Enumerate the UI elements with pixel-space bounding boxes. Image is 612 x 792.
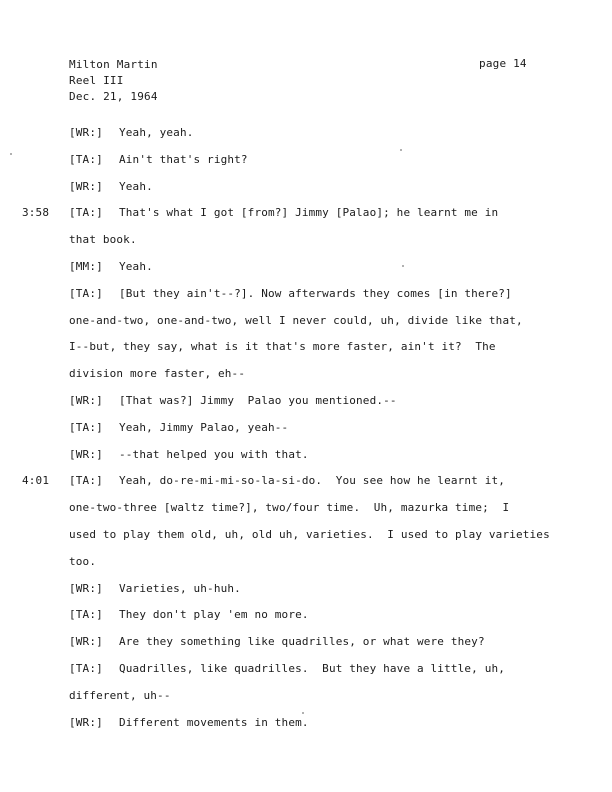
document-header bbox=[69, 57, 158, 105]
transcript-line bbox=[0, 602, 612, 629]
continuation-text: I--but, they say, what is it that's more faster, ain't it? The bbox=[69, 340, 496, 354]
timestamp: 3:58 bbox=[22, 206, 50, 220]
transcript-line bbox=[0, 254, 612, 281]
utterance-text: [But they ain't--?]. Now afterwards they comes [in there?] bbox=[119, 286, 512, 300]
interviewee-name: Milton Martin bbox=[69, 58, 158, 71]
speaker-tag: [TA:] bbox=[69, 206, 103, 220]
scan-speck bbox=[400, 149, 402, 151]
speaker-tag: [WR:] bbox=[69, 179, 103, 193]
utterance-text: Yeah. bbox=[119, 179, 153, 193]
transcript-line bbox=[0, 174, 612, 201]
speaker-tag: [TA:] bbox=[69, 420, 103, 434]
speaker-tag: [TA:] bbox=[69, 661, 103, 675]
transcript-line bbox=[0, 308, 612, 335]
scan-speck bbox=[302, 712, 304, 714]
utterance-text: [That was?] Jimmy Palao you mentioned.-- bbox=[119, 393, 397, 407]
speaker-tag: [WR:] bbox=[69, 126, 103, 139]
transcript-body bbox=[0, 120, 612, 736]
utterance-text: Ain't that's right? bbox=[119, 152, 248, 166]
continuation-text: division more faster, eh-- bbox=[69, 367, 246, 381]
continuation-text: that book. bbox=[69, 233, 137, 247]
speaker-tag: [WR:] bbox=[69, 715, 103, 729]
utterance-text: Yeah, yeah. bbox=[119, 126, 194, 139]
utterance-text: Quadrilles, like quadrilles. But they have a little, uh, bbox=[119, 661, 506, 675]
transcript-line bbox=[0, 710, 612, 737]
continuation-text: different, uh-- bbox=[69, 688, 171, 702]
utterance-text: That's what I got [from?] Jimmy [Palao]; he learnt me in bbox=[119, 206, 499, 220]
utterance-text: Yeah, do-re-mi-mi-so-la-si-do. You see how he learnt it, bbox=[119, 474, 506, 488]
utterance-text: Yeah. bbox=[119, 259, 153, 273]
transcript-line bbox=[0, 227, 612, 254]
transcript-line bbox=[0, 281, 612, 308]
transcript-line bbox=[0, 629, 612, 656]
transcript-line bbox=[0, 549, 612, 576]
transcript-line bbox=[0, 200, 612, 227]
transcript-line bbox=[0, 495, 612, 522]
transcript-line bbox=[0, 442, 612, 469]
transcript-line bbox=[0, 468, 612, 495]
transcript-line bbox=[0, 361, 612, 388]
scan-speck bbox=[10, 153, 12, 155]
transcript-line bbox=[0, 683, 612, 710]
continuation-text: too. bbox=[69, 554, 97, 568]
speaker-tag: [TA:] bbox=[69, 286, 103, 300]
utterance-text: Different movements in them. bbox=[119, 715, 309, 729]
continuation-text: used to play them old, uh, old uh, varieties. I used to play varieties bbox=[69, 527, 550, 541]
reel-label: Reel III bbox=[69, 74, 124, 87]
speaker-tag: [TA:] bbox=[69, 474, 103, 488]
utterance-text: Are they something like quadrilles, or what were they? bbox=[119, 635, 485, 649]
timestamp: 4:01 bbox=[22, 474, 50, 488]
utterance-text: --that helped you with that. bbox=[119, 447, 309, 461]
transcript-line bbox=[0, 334, 612, 361]
transcript-line bbox=[0, 147, 612, 174]
transcript-line bbox=[0, 120, 612, 147]
continuation-text: one-and-two, one-and-two, well I never could, uh, divide like that, bbox=[69, 313, 523, 327]
transcript-line bbox=[0, 576, 612, 603]
speaker-tag: [TA:] bbox=[69, 152, 103, 166]
scan-speck bbox=[402, 265, 404, 267]
speaker-tag: [WR:] bbox=[69, 635, 103, 649]
speaker-tag: [WR:] bbox=[69, 447, 103, 461]
transcript-line bbox=[0, 522, 612, 549]
utterance-text: They don't play 'em no more. bbox=[119, 608, 309, 622]
utterance-text: Yeah, Jimmy Palao, yeah-- bbox=[119, 420, 289, 434]
transcript-line bbox=[0, 415, 612, 442]
page-number: page 14 bbox=[479, 57, 527, 70]
speaker-tag: [TA:] bbox=[69, 608, 103, 622]
utterance-text: Varieties, uh-huh. bbox=[119, 581, 241, 595]
transcript-line bbox=[0, 388, 612, 415]
speaker-tag: [WR:] bbox=[69, 393, 103, 407]
speaker-tag: [MM:] bbox=[69, 259, 103, 273]
speaker-tag: [WR:] bbox=[69, 581, 103, 595]
continuation-text: one-two-three [waltz time?], two/four time. Uh, mazurka time; I bbox=[69, 501, 510, 515]
transcript-line bbox=[0, 656, 612, 683]
interview-date: Dec. 21, 1964 bbox=[69, 90, 158, 103]
